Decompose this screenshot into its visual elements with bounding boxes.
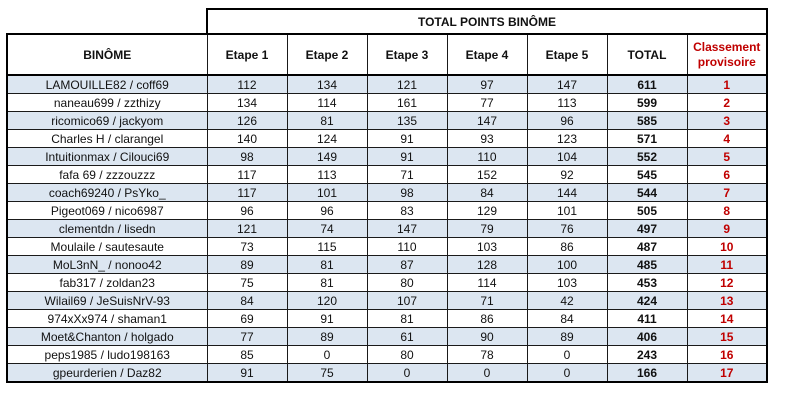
standings-table — [6, 8, 768, 383]
cell-etape-4: 90 — [447, 328, 527, 346]
table-row — [7, 166, 767, 184]
table-row — [7, 148, 767, 166]
cell-total: 544 — [607, 184, 687, 202]
cell-etape-5: 96 — [527, 112, 607, 130]
cell-rank: 4 — [687, 130, 767, 148]
cell-binome: Moet&Chanton / holgado — [7, 328, 207, 346]
cell-total: 497 — [607, 220, 687, 238]
cell-rank: 1 — [687, 75, 767, 94]
cell-etape-1: 85 — [207, 346, 287, 364]
cell-etape-5: 104 — [527, 148, 607, 166]
cell-etape-3: 83 — [367, 202, 447, 220]
cell-etape-1: 121 — [207, 220, 287, 238]
table-body — [7, 75, 767, 382]
header-etape-4: Etape 4 — [447, 34, 527, 75]
cell-etape-1: 112 — [207, 75, 287, 94]
cell-etape-2: 120 — [287, 292, 367, 310]
cell-rank: 15 — [687, 328, 767, 346]
cell-etape-4: 114 — [447, 274, 527, 292]
cell-etape-1: 75 — [207, 274, 287, 292]
table-row — [7, 94, 767, 112]
cell-etape-1: 73 — [207, 238, 287, 256]
cell-binome: Intuitionmax / Cilouci69 — [7, 148, 207, 166]
cell-rank: 16 — [687, 346, 767, 364]
cell-rank: 17 — [687, 364, 767, 383]
cell-etape-5: 101 — [527, 202, 607, 220]
cell-etape-1: 69 — [207, 310, 287, 328]
cell-rank: 13 — [687, 292, 767, 310]
cell-etape-3: 110 — [367, 238, 447, 256]
cell-etape-4: 152 — [447, 166, 527, 184]
cell-etape-2: 113 — [287, 166, 367, 184]
table-row — [7, 112, 767, 130]
cell-etape-3: 121 — [367, 75, 447, 94]
cell-binome: Charles H / clarangel — [7, 130, 207, 148]
cell-etape-4: 147 — [447, 112, 527, 130]
cell-total: 411 — [607, 310, 687, 328]
title-spacer — [7, 9, 207, 34]
cell-total: 571 — [607, 130, 687, 148]
cell-etape-4: 129 — [447, 202, 527, 220]
cell-total: 406 — [607, 328, 687, 346]
table-row — [7, 220, 767, 238]
cell-rank: 7 — [687, 184, 767, 202]
cell-etape-4: 0 — [447, 364, 527, 383]
cell-total: 166 — [607, 364, 687, 383]
cell-etape-4: 71 — [447, 292, 527, 310]
cell-etape-4: 77 — [447, 94, 527, 112]
cell-etape-3: 80 — [367, 346, 447, 364]
cell-total: 599 — [607, 94, 687, 112]
table-title: TOTAL POINTS BINÔME — [207, 9, 767, 34]
cell-etape-2: 81 — [287, 274, 367, 292]
cell-binome: naneau699 / zzthizy — [7, 94, 207, 112]
cell-etape-5: 103 — [527, 274, 607, 292]
cell-total: 585 — [607, 112, 687, 130]
cell-etape-3: 161 — [367, 94, 447, 112]
table-row — [7, 292, 767, 310]
header-row — [7, 34, 767, 75]
cell-etape-3: 107 — [367, 292, 447, 310]
table-row — [7, 184, 767, 202]
cell-etape-5: 113 — [527, 94, 607, 112]
table-row — [7, 256, 767, 274]
cell-etape-2: 115 — [287, 238, 367, 256]
cell-binome: fab317 / zoldan23 — [7, 274, 207, 292]
cell-etape-4: 128 — [447, 256, 527, 274]
cell-etape-2: 96 — [287, 202, 367, 220]
table-row — [7, 346, 767, 364]
cell-etape-2: 134 — [287, 75, 367, 94]
cell-etape-3: 135 — [367, 112, 447, 130]
cell-etape-3: 0 — [367, 364, 447, 383]
header-binome: BINÔME — [7, 34, 207, 75]
cell-binome: fafa 69 / zzzouzzz — [7, 166, 207, 184]
cell-etape-1: 134 — [207, 94, 287, 112]
cell-total: 485 — [607, 256, 687, 274]
cell-binome: MoL3nN_ / nonoo42 — [7, 256, 207, 274]
cell-rank: 12 — [687, 274, 767, 292]
cell-binome: ricomico69 / jackyom — [7, 112, 207, 130]
cell-rank: 6 — [687, 166, 767, 184]
cell-etape-2: 81 — [287, 112, 367, 130]
cell-etape-5: 92 — [527, 166, 607, 184]
cell-etape-1: 91 — [207, 364, 287, 383]
cell-etape-2: 101 — [287, 184, 367, 202]
cell-etape-1: 89 — [207, 256, 287, 274]
header-etape-5: Etape 5 — [527, 34, 607, 75]
cell-etape-1: 126 — [207, 112, 287, 130]
cell-etape-4: 103 — [447, 238, 527, 256]
header-etape-1: Etape 1 — [207, 34, 287, 75]
cell-etape-3: 87 — [367, 256, 447, 274]
cell-binome: coach69240 / PsYko_ — [7, 184, 207, 202]
cell-etape-4: 97 — [447, 75, 527, 94]
cell-etape-1: 98 — [207, 148, 287, 166]
cell-total: 487 — [607, 238, 687, 256]
cell-etape-2: 0 — [287, 346, 367, 364]
cell-etape-5: 123 — [527, 130, 607, 148]
cell-etape-4: 79 — [447, 220, 527, 238]
cell-etape-4: 110 — [447, 148, 527, 166]
cell-etape-3: 80 — [367, 274, 447, 292]
cell-etape-3: 71 — [367, 166, 447, 184]
cell-binome: LAMOUILLE82 / coff69 — [7, 75, 207, 94]
cell-etape-5: 42 — [527, 292, 607, 310]
cell-etape-5: 89 — [527, 328, 607, 346]
cell-etape-5: 76 — [527, 220, 607, 238]
cell-etape-3: 61 — [367, 328, 447, 346]
cell-rank: 5 — [687, 148, 767, 166]
cell-total: 505 — [607, 202, 687, 220]
cell-etape-5: 86 — [527, 238, 607, 256]
cell-etape-2: 74 — [287, 220, 367, 238]
cell-binome: gpeurderien / Daz82 — [7, 364, 207, 383]
cell-etape-5: 84 — [527, 310, 607, 328]
cell-etape-4: 86 — [447, 310, 527, 328]
cell-rank: 14 — [687, 310, 767, 328]
table-row — [7, 364, 767, 383]
cell-etape-2: 75 — [287, 364, 367, 383]
cell-etape-2: 124 — [287, 130, 367, 148]
cell-etape-1: 117 — [207, 166, 287, 184]
cell-binome: Wilail69 / JeSuisNrV-93 — [7, 292, 207, 310]
table-row — [7, 202, 767, 220]
cell-total: 424 — [607, 292, 687, 310]
table-row — [7, 274, 767, 292]
cell-etape-5: 100 — [527, 256, 607, 274]
cell-etape-3: 81 — [367, 310, 447, 328]
header-etape-3: Etape 3 — [367, 34, 447, 75]
cell-etape-4: 93 — [447, 130, 527, 148]
cell-binome: peps1985 / ludo198163 — [7, 346, 207, 364]
header-total: TOTAL — [607, 34, 687, 75]
cell-etape-3: 91 — [367, 130, 447, 148]
cell-binome: 974xXx974 / shaman1 — [7, 310, 207, 328]
cell-rank: 10 — [687, 238, 767, 256]
header-etape-2: Etape 2 — [287, 34, 367, 75]
cell-etape-2: 149 — [287, 148, 367, 166]
cell-rank: 11 — [687, 256, 767, 274]
cell-etape-3: 91 — [367, 148, 447, 166]
table-row — [7, 238, 767, 256]
cell-total: 453 — [607, 274, 687, 292]
cell-etape-2: 81 — [287, 256, 367, 274]
cell-etape-5: 0 — [527, 364, 607, 383]
cell-etape-1: 96 — [207, 202, 287, 220]
cell-etape-5: 144 — [527, 184, 607, 202]
cell-etape-2: 114 — [287, 94, 367, 112]
cell-etape-2: 89 — [287, 328, 367, 346]
cell-etape-5: 147 — [527, 75, 607, 94]
header-rank: Classement provisoire — [687, 34, 767, 75]
cell-etape-1: 77 — [207, 328, 287, 346]
title-row — [7, 9, 767, 34]
table-row — [7, 328, 767, 346]
cell-etape-3: 147 — [367, 220, 447, 238]
cell-etape-2: 91 — [287, 310, 367, 328]
cell-rank: 8 — [687, 202, 767, 220]
cell-binome: Pigeot069 / nico6987 — [7, 202, 207, 220]
cell-etape-1: 140 — [207, 130, 287, 148]
cell-rank: 9 — [687, 220, 767, 238]
cell-rank: 2 — [687, 94, 767, 112]
cell-binome: clementdn / lisedn — [7, 220, 207, 238]
cell-etape-1: 117 — [207, 184, 287, 202]
cell-etape-1: 84 — [207, 292, 287, 310]
cell-etape-4: 78 — [447, 346, 527, 364]
cell-rank: 3 — [687, 112, 767, 130]
standings-table-container — [6, 8, 768, 383]
cell-etape-3: 98 — [367, 184, 447, 202]
table-row — [7, 130, 767, 148]
cell-total: 611 — [607, 75, 687, 94]
cell-total: 243 — [607, 346, 687, 364]
table-row — [7, 75, 767, 94]
table-row — [7, 310, 767, 328]
cell-total: 545 — [607, 166, 687, 184]
cell-etape-5: 0 — [527, 346, 607, 364]
cell-binome: Moulaile / sautesaute — [7, 238, 207, 256]
cell-etape-4: 84 — [447, 184, 527, 202]
cell-total: 552 — [607, 148, 687, 166]
